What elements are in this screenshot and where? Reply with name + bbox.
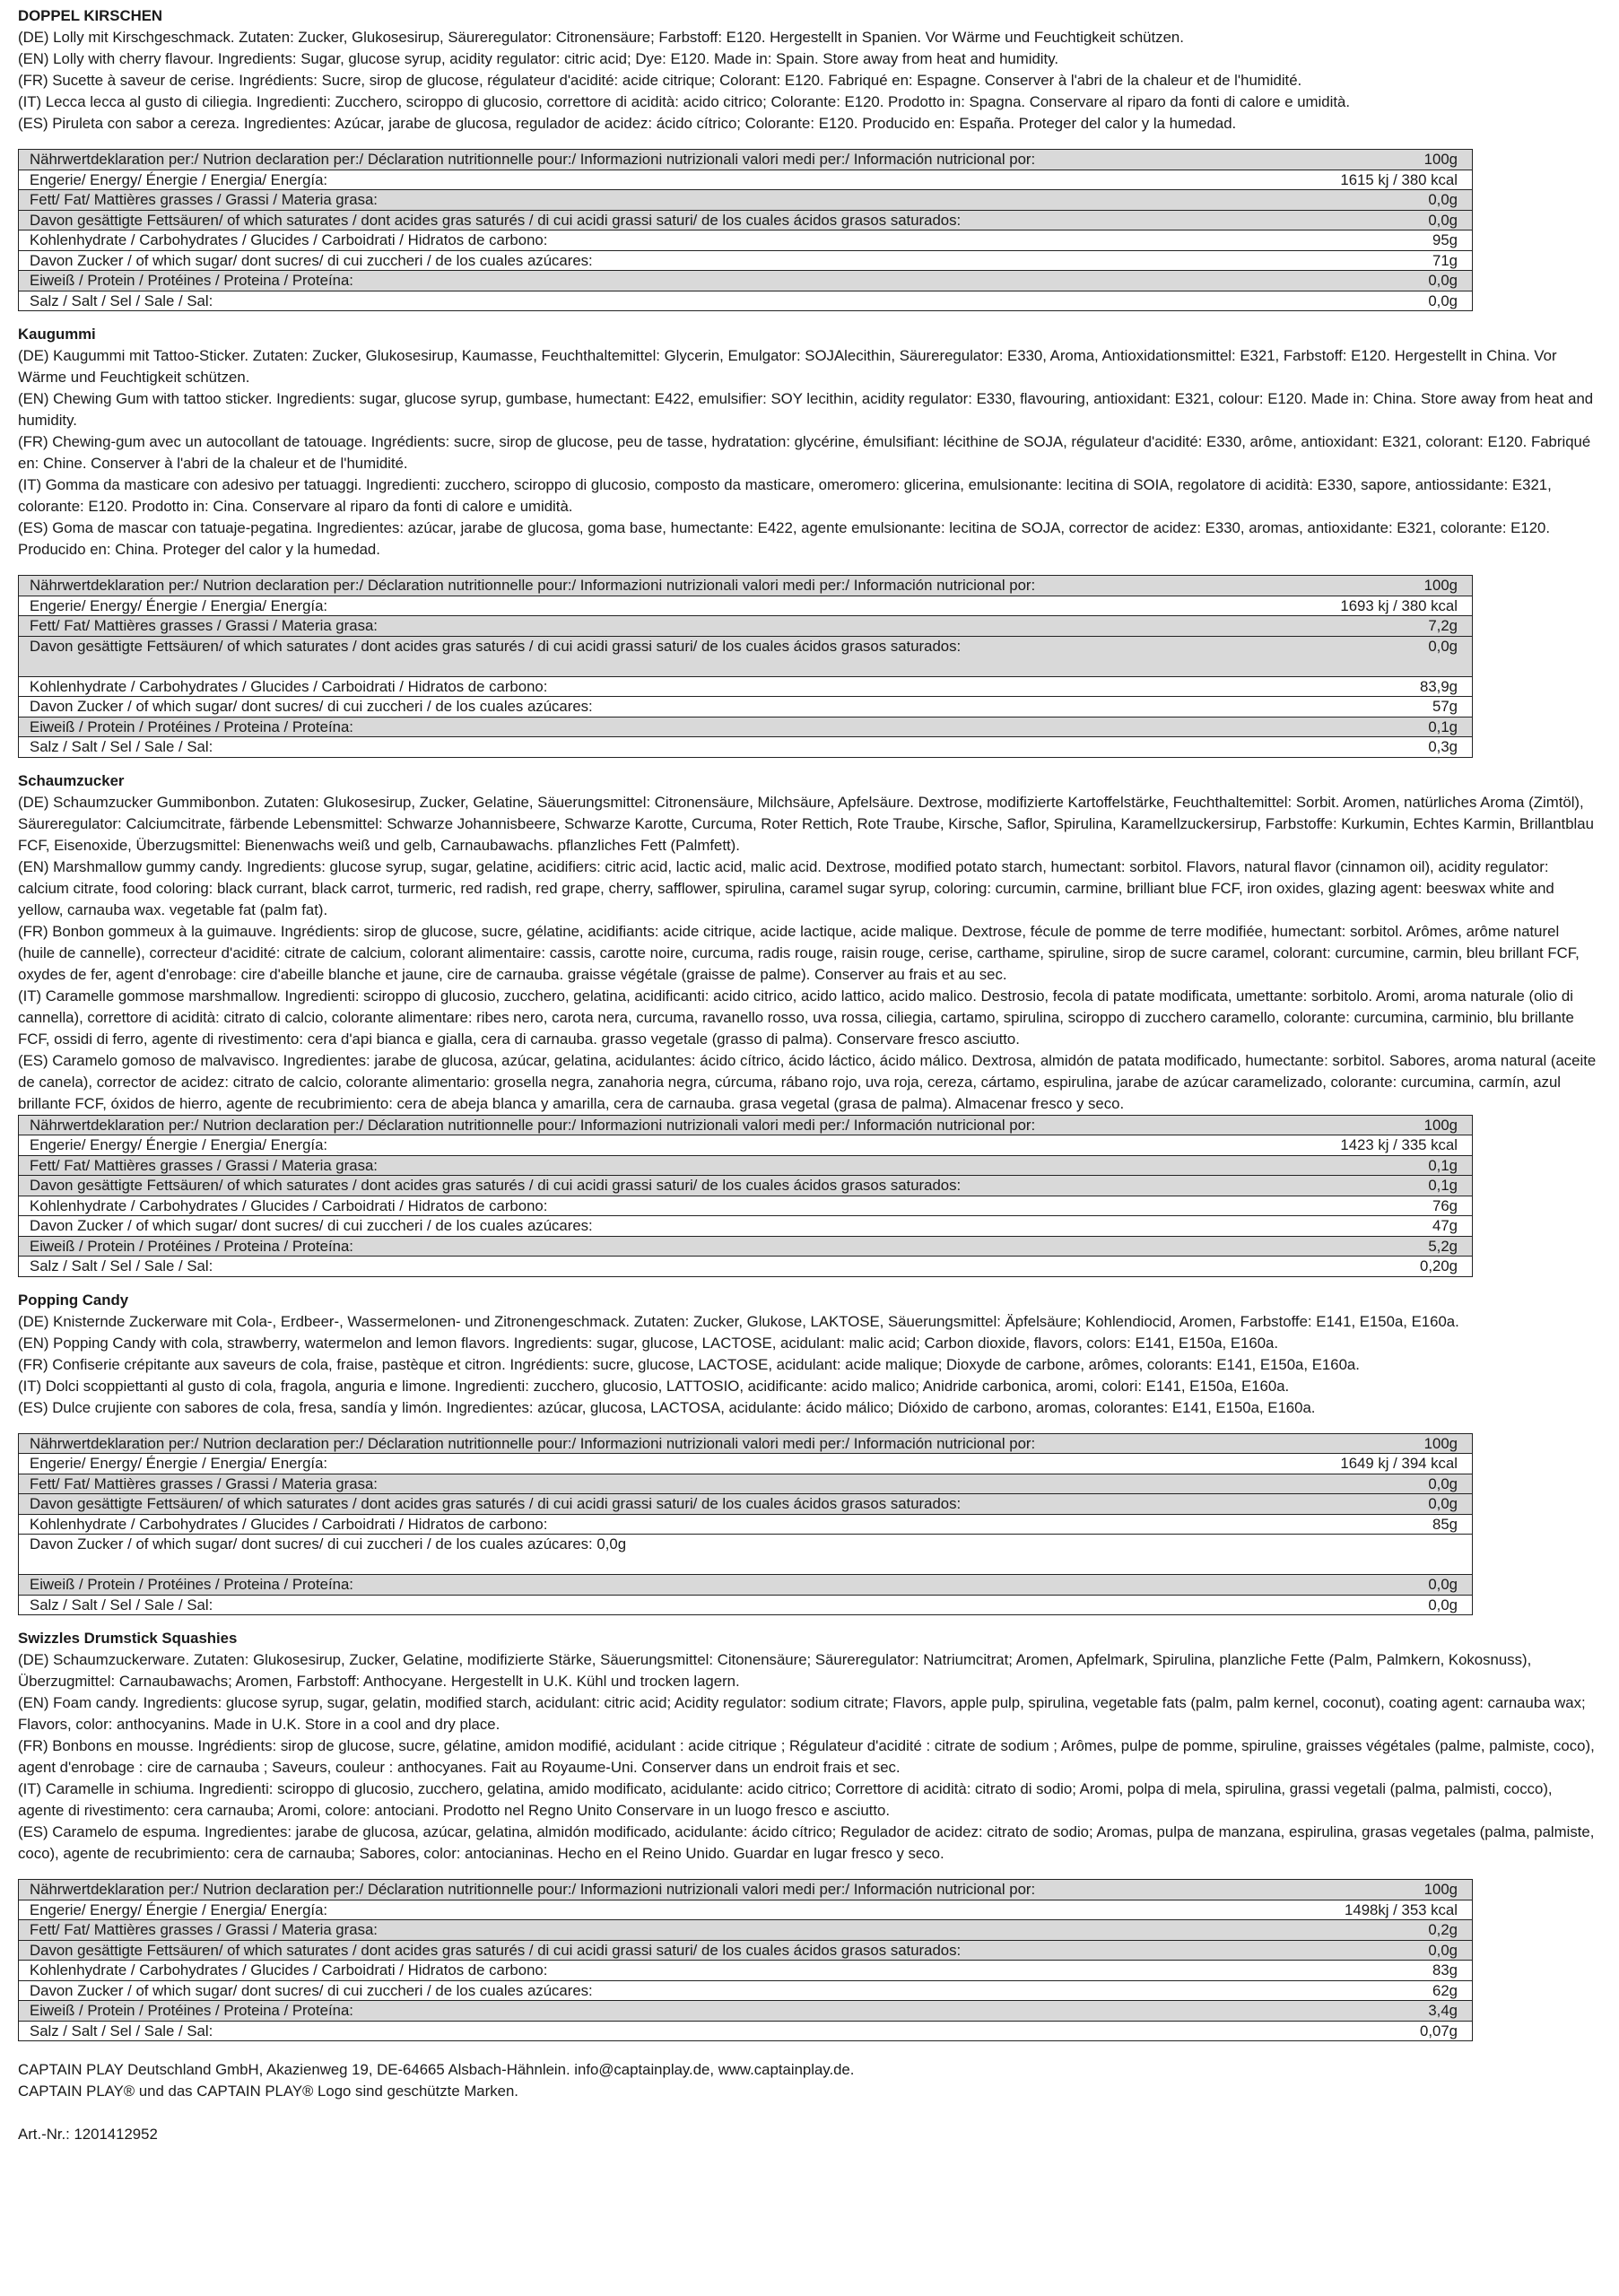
- nutrition-value: 0,2g: [1301, 1920, 1473, 1941]
- nutrition-label: Davon Zucker / of which sugar/ dont sucres/ di cui zuccheri / de los cuales azúcares:: [19, 697, 1296, 718]
- nutrition-value: 83g: [1301, 1961, 1473, 1981]
- nutrition-row-salt: [19, 737, 1473, 758]
- nutrition-row-fat: [19, 1474, 1473, 1494]
- nutrition-value: 47g: [1295, 1216, 1472, 1237]
- description-en: (EN) Marshmallow gummy candy. Ingredients: glucose syrup, sugar, gelatine, acidifiers: citric acid, lactic acid, malic acid. Dextrose, modified potato starch, humectant: sorbitol. Flavors, natural flavor (cinnamon oil), acidity regulator: calcium citrate, food coloring: black currant, black carrot, turmeric, red radish, red grape, cherry, safflower, spirulina, caramel sugar syrup, coloring: curcumin, carmine, brilliant blue FCF, iron oxides, glazing agent: beeswax white and yellow, carnauba wax. vegetable fat (palm fat).: [18, 857, 1554, 918]
- nutrition-value: 7,2g: [1295, 616, 1472, 637]
- nutrition-label: Nährwertdeklaration per:/ Nutrion declaration per:/ Déclaration nutritionnelle pour:/ Informazioni nutrizionali valori medi per:/ Información nutricional por:: [19, 576, 1296, 596]
- description-en: (EN) Popping Candy with cola, strawberry, watermelon and lemon flavors. Ingredients: sugar, glucose, LACTOSE, acidulant: malic acid; Carbon dioxide, flavors, colors: E141, E150a, E160a.: [18, 1334, 1279, 1352]
- nutrition-table: [18, 1433, 1473, 1616]
- company-footer: [18, 2059, 1599, 2145]
- product-doppel-kirschen: [18, 5, 1599, 311]
- description-en: (EN) Foam candy. Ingredients: glucose syrup, sugar, gelatin, modified starch, acidulant: citric acid; Acidity regulator: sodium citrate; Flavors, apple pulp, spirulina, vegetable fats (palm, palm kernel, coconut), coating agent: carnauba wax; Flavors, color: anthocyanins. Made in U.K. Store in a cool and dry place.: [18, 1694, 1586, 1733]
- nutrition-row-energy: [19, 170, 1473, 190]
- nutrition-row-saturates: [19, 1494, 1473, 1515]
- description-it: (IT) Caramelle in schiuma. Ingredienti: sciroppo di glucosio, zucchero, gelatina, amido modificato, acidulante: acido citrico; Correttore di acidità: citrato di sodio; Aromi, polpa di mela, spirulina, grassi vegetali (palma, palmisti, cocco), agente di rivestimento: cera carnauba; Aromi, colore: antociani. Prodotto nel Regno Unito Conservare in un luogo fresco e asciutto.: [18, 1780, 1553, 1819]
- nutrition-row-energy: [19, 596, 1473, 616]
- nutrition-value: 0,1g: [1295, 717, 1472, 737]
- nutrition-row-carbohydrates: [19, 676, 1473, 697]
- description-es: (ES) Goma de mascar con tatuaje-pegatina. Ingredientes: azúcar, jarabe de glucosa, goma base, humectante: E422, agente emulsionante: lecitina de SOJA, corrector de acidez: E330, aromas, antioxidante: E321, colorante: E120. Producido en: China. Proteger del calor y la humedad.: [18, 519, 1551, 558]
- nutrition-row-header: [19, 150, 1473, 170]
- nutrition-label: Eiweiß / Protein / Protéines / Proteina / Proteína:: [19, 2001, 1301, 2022]
- description-de: (DE) Schaumzuckerware. Zutaten: Glukosesirup, Zucker, Gelatine, modifizierte Stärke, Säuerungsmittel: Citonensäure; Säureregulator: Natriumcitrat; Aromen, Apfelmark, Spirulina, planzliche Fette (Palm, Palmkern, Kokosnuss), Überzugmittel: Carnaubawachs; Aromen, Farbstoff: Anthocyane. Hergestellt in U.K. Kühl und trocken lagern.: [18, 1651, 1532, 1690]
- description-it: (IT) Lecca lecca al gusto di ciliegia. Ingredienti: Zucchero, sciroppo di glucosio, correttore di acidità: acido citrico; Colorante: E120. Prodotto in: Spagna. Conservare al riparo da fonti di calore e umidità.: [18, 93, 1350, 110]
- nutrition-value: 100g: [1295, 576, 1472, 596]
- nutrition-label: Salz / Salt / Sel / Sale / Sal:: [19, 2021, 1301, 2041]
- nutrition-row-protein: [19, 2001, 1473, 2022]
- nutrition-label: Engerie/ Energy/ Énergie / Energia/ Energía:: [19, 596, 1296, 616]
- nutrition-row-salt: [19, 1595, 1473, 1615]
- nutrition-table: [18, 1879, 1473, 2041]
- nutrition-row-carbohydrates: [19, 1514, 1473, 1535]
- nutrition-label: Salz / Salt / Sel / Sale / Sal:: [19, 1595, 1296, 1615]
- nutrition-label: Eiweiß / Protein / Protéines / Proteina / Proteína:: [19, 1575, 1296, 1596]
- nutrition-label: Engerie/ Energy/ Énergie / Energia/ Energía:: [19, 1135, 1296, 1156]
- nutrition-row-header: [19, 576, 1473, 596]
- nutrition-value: 1423 kj / 335 kcal: [1295, 1135, 1472, 1156]
- nutrition-value: 0,1g: [1295, 1155, 1472, 1176]
- nutrition-row-protein: [19, 1575, 1473, 1596]
- description-de: (DE) Kaugummi mit Tattoo-Sticker. Zutaten: Zucker, Glukosesirup, Kaumasse, Feuchthaltemittel: Glycerin, Emulgator: SOJAlecithin, Säureregulator: E330, Aroma, Antioxidationsmittel: E321, Farbstoff: E120. Hergestellt in China. Vor Wärme und Feuchtigkeit schützen.: [18, 347, 1557, 386]
- nutrition-value: 100g: [1301, 1880, 1473, 1900]
- nutrition-label: Davon gesättigte Fettsäuren/ of which saturates / dont acides gras saturés / di cui acidi grassi saturi/ de los cuales ácidos grasos saturados:: [19, 1176, 1296, 1196]
- nutrition-row-energy: [19, 1454, 1473, 1474]
- description-it: (IT) Gomma da masticare con adesivo per tatuaggi. Ingredienti: zucchero, sciroppo di glucosio, composto da masticare, omeromero: glicerina, emulsionante: lecitina di SOIA, regolatore di acidità: E330, sapore, antiossidante: E321, colorante: E120. Prodotto in: Cina. Conservare al riparo da fonti di calore e umidità.: [18, 476, 1552, 515]
- nutrition-table: [18, 149, 1473, 311]
- article-number: Art.-Nr.: 1201412952: [18, 2126, 158, 2143]
- description-it: (IT) Caramelle gommose marshmallow. Ingredienti: sciroppo di glucosio, zucchero, gelatina, acidificanti: acido citrico, acido lattico, acido malico. Destrosio, fecola di patate modificata, umettante: sorbitolo. Aromi, aroma naturale (olio di cannella), correttore di acidità: citrato di calcio, colorante alimentare: ribes nero, carota nera, curcuma, ravanello rosso, uva rossa, ciliegia, cartamo, spirulina, sciroppo di zucchero caramello, colorante: curcumina, carminio, blu brillante FCF, ossidi di ferro, agente di rivestimento: cera d'api bianca e gialla, cera di carnauba. grasso vegetale (grasso di palma). Conservare fresco asciutto.: [18, 987, 1574, 1048]
- nutrition-value: 100g: [1295, 1433, 1472, 1454]
- product-title: Kaugummi: [18, 326, 96, 343]
- nutrition-value: 0,0g: [1295, 1575, 1472, 1596]
- nutrition-row-fat: [19, 190, 1473, 211]
- nutrition-value: 0,0g: [1301, 1940, 1473, 1961]
- nutrition-value: 3,4g: [1301, 2001, 1473, 2022]
- company-address: CAPTAIN PLAY Deutschland GmbH, Akazienweg 19, DE-64665 Alsbach-Hähnlein. info@captainplay.de, www.captainplay.de.: [18, 2061, 855, 2078]
- nutrition-value: 95g: [1295, 230, 1472, 251]
- description-de: (DE) Lolly mit Kirschgeschmack. Zutaten: Zucker, Glukosesirup, Säureregulator: Citronensäure; Farbstoff: E120. Hergestellt in Spanien. Vor Wärme und Feuchtigkeit schützen.: [18, 29, 1184, 46]
- nutrition-row-sugar: [19, 1216, 1473, 1237]
- nutrition-label: Nährwertdeklaration per:/ Nutrion declaration per:/ Déclaration nutritionnelle pour:/ Informazioni nutrizionali valori medi per:/ Información nutricional por:: [19, 1433, 1296, 1454]
- nutrition-label: Kohlenhydrate / Carbohydrates / Glucides / Carboidrati / Hidratos de carbono:: [19, 1196, 1296, 1216]
- nutrition-row-fat: [19, 1920, 1473, 1941]
- description-de: (DE) Schaumzucker Gummibonbon. Zutaten: Glukosesirup, Zucker, Gelatine, Säuerungsmittel: Citronensäure, Milchsäure, Apfelsäure. Dextrose, modifizierte Kartoffelstärke, Feuchthaltemittel: Sorbit. Aromen, natürliches Aroma (Zimtöl), Säureregulator: Calciumcitrate, färbende Lebensmittel: Schwarze Johannisbeere, Schwarze Karotte, Curcuma, Roter Rettich, Rote Traube, Kirsche, Saflor, Spirulina, Karamellzuckersirup, Farbstoffe: Kurkumin, Echtes Karmin, Brillantblau FCF, Eisenoxide, Überzugsmittel: Bienenwachs weiß und gelb, Carnaubawachs. pflanzliches Fett (Palmfett).: [18, 793, 1594, 854]
- description-en: (EN) Chewing Gum with tattoo sticker. Ingredients: sugar, glucose syrup, gumbase, humectant: E422, emulsifier: SOY lecithin, acidity regulator: E330, flavouring, antioxidant: E321, colour: E120. Made in: China. Store away from heat and humidity.: [18, 390, 1594, 429]
- nutrition-row-carbohydrates: [19, 230, 1473, 251]
- product-kaugummi: [18, 324, 1599, 758]
- nutrition-row-carbohydrates: [19, 1961, 1473, 1981]
- nutrition-value: 0,20g: [1295, 1257, 1472, 1277]
- nutrition-label: Fett/ Fat/ Mattières grasses / Grassi / Materia grasa:: [19, 1155, 1296, 1176]
- nutrition-row-saturates: [19, 1176, 1473, 1196]
- nutrition-value: 5,2g: [1295, 1236, 1472, 1257]
- nutrition-label: Kohlenhydrate / Carbohydrates / Glucides / Carboidrati / Hidratos de carbono:: [19, 1961, 1301, 1981]
- nutrition-row-header: [19, 1880, 1473, 1900]
- product-schaumzucker: [18, 770, 1599, 1277]
- product-title: DOPPEL KIRSCHEN: [18, 7, 163, 24]
- nutrition-row-sugar: [19, 1980, 1473, 2001]
- description-en: (EN) Lolly with cherry flavour. Ingredients: Sugar, glucose syrup, acidity regulator: citric acid; Dye: E120. Made in: Spain. Store away from heat and humidity.: [18, 50, 1059, 67]
- nutrition-value: 1693 kj / 380 kcal: [1295, 596, 1472, 616]
- description-es: (ES) Piruleta con sabor a cereza. Ingredientes: Azúcar, jarabe de glucosa, regulador de acidez: ácido cítrico; Colorante: E120. Producido en: España. Proteger del calor y la humedad.: [18, 115, 1237, 132]
- nutrition-value: 0,0g: [1295, 291, 1472, 311]
- product-title: Swizzles Drumstick Squashies: [18, 1630, 238, 1647]
- nutrition-label: Salz / Salt / Sel / Sale / Sal:: [19, 291, 1296, 311]
- nutrition-value: 0,0g: [1295, 190, 1472, 211]
- description-es: (ES) Caramelo de espuma. Ingredientes: jarabe de glucosa, azúcar, gelatina, almidón modificado, acidulante: ácido cítrico; Regulador de acidez: citrato de sodio; Aromas, pulpa de manzana, espirulina, grasas vegetales (palma, palmiste, coco), agente de recubrimiento: cera de carnauba; Sabores, color: antocianinas. Hecho en el Reino Unido. Guardar en lugar fresco y seco.: [18, 1823, 1595, 1862]
- nutrition-row-salt: [19, 291, 1473, 311]
- nutrition-label: Fett/ Fat/ Mattières grasses / Grassi / Materia grasa:: [19, 616, 1296, 637]
- nutrition-label: Nährwertdeklaration per:/ Nutrion declaration per:/ Déclaration nutritionnelle pour:/ Informazioni nutrizionali valori medi per:/ Información nutricional por:: [19, 1115, 1296, 1135]
- description-fr: (FR) Sucette à saveur de cerise. Ingrédients: Sucre, sirop de glucose, régulateur d'acidité: acide citrique; Colorant: E120. Fabriqué en: Espagne. Conserver à l'abri de la chaleur et de l'humidité.: [18, 72, 1302, 89]
- nutrition-value: 1615 kj / 380 kcal: [1295, 170, 1472, 190]
- nutrition-label: Fett/ Fat/ Mattières grasses / Grassi / Materia grasa:: [19, 190, 1296, 211]
- nutrition-label: Fett/ Fat/ Mattières grasses / Grassi / Materia grasa:: [19, 1474, 1296, 1494]
- description-fr: (FR) Bonbon gommeux à la guimauve. Ingrédients: sirop de glucose, sucre, gélatine, acidifiants: acide citrique, acide lactique, acide malique. Dextrose, fécule de pomme de terre modifiée, humectant: sorbitol. Arômes, arôme naturel (huile de cannelle), correcteur d'acidité: citrate de calcium, colorant alimentaire: cassis, carotte noire, curcuma, radis rouge, raisin rouge, cerise, carthame, spiruline, sirop de sucre caramel, colorant: curcumine, carmin, bleu brillant FCF, oxydes de fer, agent d'enrobage: cire d'abeille blanche et jaune, cire de carnauba. graisse végétale (graisse de palme). Conserver au frais et au sec.: [18, 922, 1580, 983]
- nutrition-row-salt: [19, 1257, 1473, 1277]
- nutrition-value: 0,0g: [1295, 1595, 1472, 1615]
- nutrition-row-protein: [19, 1236, 1473, 1257]
- description-fr: (FR) Confiserie crépitante aux saveurs de cola, fraise, pastèque et citron. Ingrédients: sucre, glucose, LACTOSE, acidulant: acide malique; Dioxyde de carbone, arômes, colorants: E141, E150a, E160a.: [18, 1355, 1360, 1373]
- nutrition-row-energy: [19, 1900, 1473, 1920]
- nutrition-value: 100g: [1295, 150, 1472, 170]
- nutrition-value: 0,0g: [1295, 1494, 1472, 1515]
- nutrition-label: Davon Zucker / of which sugar/ dont sucres/ di cui zuccheri / de los cuales azúcares:: [19, 1216, 1296, 1237]
- description-fr: (FR) Chewing-gum avec un autocollant de tatouage. Ingrédients: sucre, sirop de glucose, peu de tasse, hydratation: glycérine, émulsifiant: lécithine de SOJA, régulateur d'acidité: E330, arôme, antioxidant: E321, colorant: E120. Fabriqué en: Chine. Conserver à l'abri de la chaleur et de l'humidité.: [18, 433, 1591, 472]
- product-title: Popping Candy: [18, 1291, 129, 1309]
- nutrition-value: 0,1g: [1295, 1176, 1472, 1196]
- nutrition-value: 1649 kj / 394 kcal: [1295, 1454, 1472, 1474]
- nutrition-label: Engerie/ Energy/ Énergie / Energia/ Energía:: [19, 1454, 1296, 1474]
- product-swizzles-drumstick-squashies: [18, 1628, 1599, 2041]
- nutrition-label: Engerie/ Energy/ Énergie / Energia/ Energía:: [19, 170, 1296, 190]
- nutrition-value: 57g: [1295, 697, 1472, 718]
- nutrition-row-salt: [19, 2021, 1473, 2041]
- nutrition-label: Kohlenhydrate / Carbohydrates / Glucides / Carboidrati / Hidratos de carbono:: [19, 230, 1296, 251]
- product-title: Schaumzucker: [18, 771, 125, 789]
- nutrition-row-saturates: [19, 636, 1473, 676]
- nutrition-label: Kohlenhydrate / Carbohydrates / Glucides / Carboidrati / Hidratos de carbono:: [19, 676, 1296, 697]
- nutrition-value: 76g: [1295, 1196, 1472, 1216]
- nutrition-table: [18, 1115, 1473, 1277]
- nutrition-row-carbohydrates: [19, 1196, 1473, 1216]
- nutrition-row-fat: [19, 1155, 1473, 1176]
- description-es: (ES) Dulce crujiente con sabores de cola, fresa, sandía y limón. Ingredientes: azúcar, glucosa, LACTOSA, acidulante: ácido málico; Dióxido de carbono, aromas, colorantes: E141, E150a, E160a.: [18, 1398, 1316, 1416]
- nutrition-label: Davon gesättigte Fettsäuren/ of which saturates / dont acides gras saturés / di cui acidi grassi saturi/ de los cuales ácidos grasos saturados:: [19, 636, 1296, 676]
- nutrition-value: 1498kj / 353 kcal: [1301, 1900, 1473, 1920]
- nutrition-label: Davon gesättigte Fettsäuren/ of which saturates / dont acides gras saturés / di cui acidi grassi saturi/ de los cuales ácidos grasos saturados:: [19, 1494, 1296, 1515]
- trademark-notice: CAPTAIN PLAY® und das CAPTAIN PLAY® Logo sind geschützte Marken.: [18, 2083, 518, 2100]
- nutrition-value: 0,3g: [1295, 737, 1472, 758]
- description-it: (IT) Dolci scoppiettanti al gusto di cola, fragola, anguria e limone. Ingredienti: zucchero, glucosio, LATTOSIO, acidificante: acido malico; Anidride carbonica, aromi, colori: E141, E150a, E160a.: [18, 1377, 1290, 1395]
- nutrition-label: Davon gesättigte Fettsäuren/ of which saturates / dont acides gras saturés / di cui acidi grassi saturi/ de los cuales ácidos grasos saturados:: [19, 1940, 1301, 1961]
- nutrition-label: Nährwertdeklaration per:/ Nutrion declaration per:/ Déclaration nutritionnelle pour:/ Informazioni nutrizionali valori medi per:/ Información nutricional por:: [19, 1880, 1301, 1900]
- nutrition-row-sugar: [19, 250, 1473, 271]
- nutrition-row-saturates: [19, 1940, 1473, 1961]
- description-de: (DE) Knisternde Zuckerware mit Cola-, Erdbeer-, Wassermelonen- und Zitronengeschmack. Zutaten: Zucker, Glukose, LAKTOSE, Säuerungsmittel: Äpfelsäure; Kohlendiocid, Aromen, Farbstoffe: E141, E150a, E160a.: [18, 1312, 1459, 1330]
- nutrition-table: [18, 575, 1473, 758]
- nutrition-value: 0,0g: [1295, 210, 1472, 230]
- nutrition-label: Engerie/ Energy/ Énergie / Energia/ Energía:: [19, 1900, 1301, 1920]
- nutrition-row-sugar: [19, 1535, 1473, 1575]
- nutrition-row-sugar: [19, 697, 1473, 718]
- nutrition-row-header: [19, 1433, 1473, 1454]
- nutrition-value: 0,0g: [1295, 1474, 1472, 1494]
- nutrition-value: 85g: [1295, 1514, 1472, 1535]
- nutrition-label: Fett/ Fat/ Mattières grasses / Grassi / Materia grasa:: [19, 1920, 1301, 1941]
- nutrition-value: 62g: [1301, 1980, 1473, 2001]
- nutrition-value: 83,9g: [1295, 676, 1472, 697]
- nutrition-label: Eiweiß / Protein / Protéines / Proteina / Proteína:: [19, 717, 1296, 737]
- nutrition-label: Salz / Salt / Sel / Sale / Sal:: [19, 1257, 1296, 1277]
- product-popping-candy: [18, 1290, 1599, 1616]
- description-es: (ES) Caramelo gomoso de malvavisco. Ingredientes: jarabe de glucosa, azúcar, gelatina, acidulantes: ácido cítrico, ácido láctico, ácido málico. Dextrosa, almidón de patata modificado, humectante: sorbitol. Sabores, aroma natural (aceite de canela), corrector de acidez: citrato de calcio, colorante alimentario: grosella negra, zanahoria negra, cúrcuma, rábano rojo, uva roja, cereza, cártamo, espirulina, jarabe de azúcar caramelizado, colorante: curcumina, carmín, azul brillante FCF, óxidos de hierro, agente de recubrimiento: cera de abeja blanca y amarilla, cera de carnauba. grasa vegetal (grasa de palma). Almacenar fresco y seco.: [18, 1051, 1597, 1112]
- nutrition-row-protein: [19, 717, 1473, 737]
- nutrition-row-saturates: [19, 210, 1473, 230]
- nutrition-value: 100g: [1295, 1115, 1472, 1135]
- nutrition-value: 0,0g: [1295, 636, 1472, 676]
- nutrition-row-header: [19, 1115, 1473, 1135]
- nutrition-label: Nährwertdeklaration per:/ Nutrion declaration per:/ Déclaration nutritionnelle pour:/ Informazioni nutrizionali valori medi per:/ Información nutricional por:: [19, 150, 1296, 170]
- nutrition-row-protein: [19, 271, 1473, 291]
- nutrition-label: Davon gesättigte Fettsäuren/ of which saturates / dont acides gras saturés / di cui acidi grassi saturi/ de los cuales ácidos grasos saturados:: [19, 210, 1296, 230]
- nutrition-value: [1295, 1535, 1472, 1575]
- nutrition-label: Davon Zucker / of which sugar/ dont sucres/ di cui zuccheri / de los cuales azúcares:: [19, 1980, 1301, 2001]
- nutrition-label: Kohlenhydrate / Carbohydrates / Glucides / Carboidrati / Hidratos de carbono:: [19, 1514, 1296, 1535]
- nutrition-label: Davon Zucker / of which sugar/ dont sucres/ di cui zuccheri / de los cuales azúcares:: [19, 250, 1296, 271]
- nutrition-row-fat: [19, 616, 1473, 637]
- nutrition-value: 0,0g: [1295, 271, 1472, 291]
- nutrition-label: Davon Zucker / of which sugar/ dont sucres/ di cui zuccheri / de los cuales azúcares: 0,0g: [19, 1535, 1296, 1575]
- nutrition-row-energy: [19, 1135, 1473, 1156]
- nutrition-value: 0,07g: [1301, 2021, 1473, 2041]
- nutrition-label: Eiweiß / Protein / Protéines / Proteina / Proteína:: [19, 271, 1296, 291]
- description-fr: (FR) Bonbons en mousse. Ingrédients: sirop de glucose, sucre, gélatine, amidon modifié, acidulant : acide citrique ; Régulateur d'acidité : citrate de sodium ; Arômes, pulpe de pomme, spiruline, graisses végétales (palme, palmiste, coco), agent d'enrobage : cire de carnauba ; Saveurs, couleur : anthocyanes. Fait au Royaume-Uni. Conserver dans un endroit frais et sec.: [18, 1737, 1595, 1776]
- nutrition-label: Salz / Salt / Sel / Sale / Sal:: [19, 737, 1296, 758]
- nutrition-label: Eiweiß / Protein / Protéines / Proteina / Proteína:: [19, 1236, 1296, 1257]
- nutrition-value: 71g: [1295, 250, 1472, 271]
